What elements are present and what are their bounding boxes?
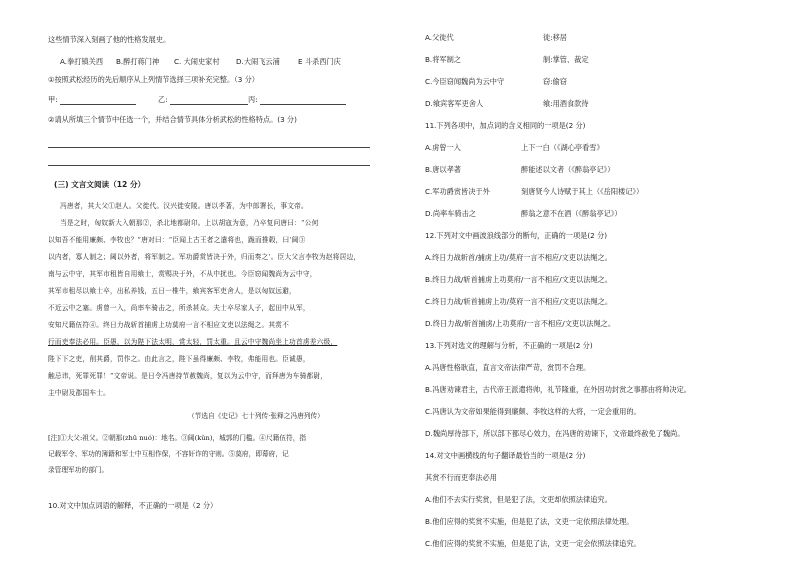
note-line: 记载军令、军功的簿籍和军士中互相作保，不容奸诈的守则。⑤莫府，即幕府，记 [48, 450, 289, 458]
q11-option-c: C.军功爵赏皆决于外 [425, 187, 490, 196]
answer-line-2[interactable] [48, 165, 370, 166]
answer-blank-bing[interactable] [260, 104, 346, 105]
passage-line: 以知吾不能用廉颇、李牧也？”唐对曰：“臣闻上古王者之遣将也，跪而推毂，曰‘阃③ [48, 236, 306, 244]
q11-pair-a: 上下一白（《湖心亭看雪》 [521, 143, 604, 152]
notes [48, 430, 374, 478]
q13-option-d: D.魏尚厚待部下，所以部下都尽心效力，在冯唐的劝谏下，文帝最终赦免了魏尚。 [425, 429, 685, 438]
q10-option-c: C.今臣窃闻魏尚为云中守 [425, 77, 505, 86]
note-line: [注]①大父:祖父。②朝那(zhū nuó)：地名。③阃(kǔn)，城郭的门槛。④尺籍伍符，指 [48, 434, 307, 442]
passage-line: 冯唐者，其大父①赵人。父徙代。汉兴徙安陵。唐以孝著，为中郎署长，事文帝。 [60, 202, 308, 210]
q13-option-a: A.冯唐性格耿直，直言文帝法律严苛，赏罚不合理。 [425, 363, 591, 372]
q13-option-c: C.冯唐认为文帝如果能得到廉颇、李牧这样的大将，一定会重用的。 [425, 407, 641, 416]
q10-gloss-d: 飨:用酒食款待 [543, 99, 589, 108]
intro-text: 这些情节深入刻画了他的性格发展史。 [48, 35, 171, 44]
question-10: 10.对文中加点词语的解释，不正确的一项是（2 分） [48, 501, 218, 510]
answer-blank-yi[interactable] [170, 104, 248, 105]
passage-line: 陛下下之吏，削其爵，罚作之。由此言之，陛下虽得廉颇、李牧，弗能用也。臣诚愚， [48, 355, 310, 363]
q11-pair-d: 醉翁之意不在酒（《醉翁亭记》） [521, 209, 622, 218]
q14-option-c: C.他们应得的奖赏不实施，但是犯了法，文吏一定会依照法律追究。 [425, 539, 641, 548]
passage-source: （节选自《史记》七十列传·张释之冯唐列传） [188, 412, 324, 420]
section-title: (三) 文言文阅读（12 分） [54, 180, 146, 189]
passage-line: 主中尉及郡国车士。 [48, 389, 110, 397]
question-14: 14.对文中画横线的句子翻译最恰当的一项是(2 分) [425, 451, 586, 460]
passage-line: 以内者，寡人制之；阃以外者，将军制之。军功爵赏皆决于外，归而奏之’。臣大父言李牧为赵将居边， [48, 253, 361, 261]
q12-option-b: B.终日力战/斩首捕虏上功莫府/一言不相应/文吏以法绳之。 [425, 275, 612, 284]
passage-line-underlined: 行而吏奉法必用。臣愚，以为陛下法太明，赏太轻，罚太重。且云中守魏尚坐上功首虏差六级， [48, 338, 338, 346]
q12-option-a: A.终日力战斩首/捕虏上功/莫府一言不相应/文吏以法绳之。 [425, 253, 612, 262]
q12-option-d: D.终日力战/斩首捕虏/上功莫府/一言不相应/文吏以法绳之。 [425, 319, 616, 328]
plot-option-c: C. 大闹史家村 [174, 57, 220, 66]
q10-gloss-c: 窃:偷窃 [543, 77, 567, 86]
q14-sentence: 其赏不行而吏奉法必用 [425, 473, 497, 482]
passage-line: 不近云中之塞。虏曾一入，尚率车骑击之，所杀甚众。夫士卒尽家人子，起田中从军， [48, 304, 310, 312]
plot-option-e: E 斗杀西门庆 [298, 57, 341, 66]
passage-line: 南与云中守，其军市租皆自用飨士，赏赐决于外，不从中扰也。今臣窃闻魏尚为云中守， [48, 270, 317, 278]
q10-option-a: A.父徙代 [425, 33, 454, 42]
question-12: 12.下列对文中画波浪线部分的断句，正确的一项是(2 分) [425, 231, 608, 240]
q11-option-b: B.唐以孝著 [425, 165, 461, 174]
blank-label-bing: 丙: [248, 95, 258, 104]
passage-line: 安知尺籍伍符④。终日力战斩首捕虏上功莫府一言不相应文吏以法绳之。其赏不 [48, 321, 290, 329]
question-13: 13.下列对选文的理解与分析，不正确的一项是(2 分) [425, 341, 593, 350]
q10-gloss-b: 制:掌管、裁定 [543, 55, 589, 64]
question-1: ①按照武松经历的先后顺序从上列情节选择三项补充完整。（3 分） [48, 75, 259, 84]
blank-label-jia: 甲: [48, 95, 58, 104]
answer-line-1[interactable] [48, 147, 370, 148]
question-2: ②请从所填三个情节中任选一个，并结合情节具体分析武松的性格特点。(3 分) [48, 115, 297, 124]
q10-option-b: B.将军制之 [425, 55, 461, 64]
q12-option-c: C.终日力战/斩首捕虏上功/莫府一言不相应/文吏以法绳之。 [425, 297, 613, 306]
plot-option-a: A.拳打镇关西 [60, 57, 104, 66]
passage-line: 其军市租尽以飨士卒，出私养钱，五日一椎牛，飨宾客军吏舍人，是以匈奴远避， [48, 287, 296, 295]
q11-pair-b: 醉能述以文者（《醉翁亭记》） [521, 165, 615, 174]
q10-gloss-a: 徙:移居 [543, 33, 567, 42]
answer-blank-jia[interactable] [60, 104, 136, 105]
plot-option-d: D.大闹飞云浦 [236, 57, 280, 66]
q10-option-d: D.飨宾客军吏舍人 [425, 99, 484, 108]
blank-label-yi: 乙: [158, 95, 168, 104]
q13-option-b: B.冯唐劝谏君主，古代帝王派遣将帅，礼节隆重，在外因功封赏之事都由将帅决定。 [425, 385, 691, 394]
q14-option-b: B.他们应得的奖赏不实施，但是犯了法，文吏一定依照法律处理。 [425, 517, 634, 526]
q11-option-a: A.虏曾一入 [425, 143, 461, 152]
question-11: 11.下列各项中，加点词的含义相同的一项是(2 分) [425, 121, 586, 130]
q11-option-d: D.尚率车骑击之 [425, 209, 476, 218]
note-line: 录管理军功的部门。 [48, 466, 109, 474]
passage-line: 触忌讳，死罪死罪！”文帝说。是日令冯唐持节赦魏尚，复以为云中守，而拜唐为车骑都尉， [48, 372, 328, 380]
passage [48, 198, 374, 402]
passage-line: 当是之时，匈奴新大入朝那②，杀北地都尉卬。上以胡寇为意，乃卒复问唐曰：“公何 [60, 219, 319, 227]
q11-pair-c: 刻唐贤今人诗赋于其上（《岳阳楼记》） [521, 187, 644, 196]
q14-option-a: A.他们不去实行奖赏，但是犯了法，文吏却依照法律追究。 [425, 495, 612, 504]
plot-option-b: B.醉打蒋门神 [116, 57, 160, 66]
